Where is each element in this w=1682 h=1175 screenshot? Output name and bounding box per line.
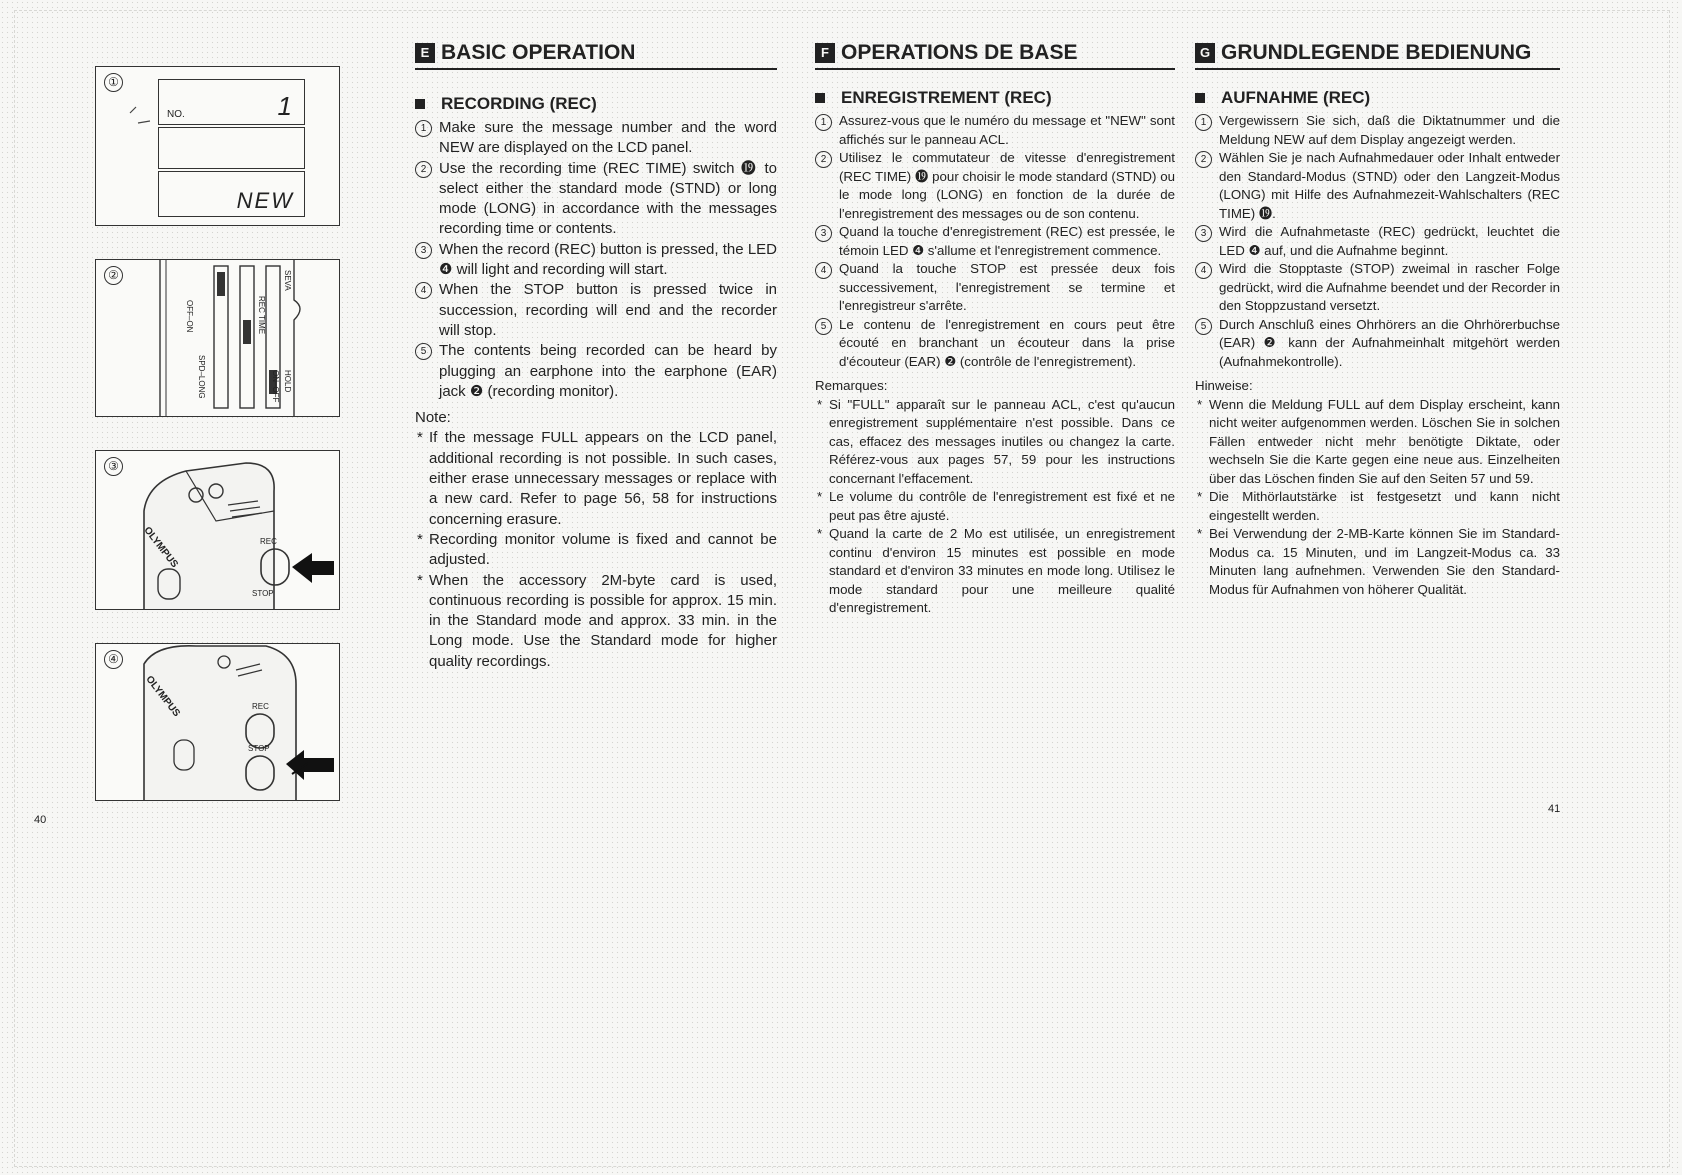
page-number-right: 41	[1548, 803, 1561, 815]
column-french	[815, 40, 1175, 618]
notes-label: Remarques:	[815, 378, 888, 393]
step-number: 1	[415, 120, 432, 137]
notes-list	[1195, 396, 1560, 600]
page-number-left: 40	[34, 814, 47, 826]
figure-number: ①	[104, 73, 123, 92]
lcd-no-value: 1	[277, 91, 294, 121]
step-number: 2	[415, 161, 432, 178]
note-item: * Quand la carte de 2 Mo est utilisée, un enregistrement continu d'environ 15 minutes est possible en mode standard et d'environ 33 minutes en mode long. Utilisez le mode standard pour une meilleure qualité d'enregistrement.	[815, 525, 1175, 618]
section-title: BASIC OPERATION	[441, 41, 636, 64]
section-title: OPERATIONS DE BASE	[841, 41, 1078, 64]
subsection-title: ENREGISTREMENT (REC)	[815, 86, 1175, 110]
switch-label-left: OFF–ON	[185, 300, 194, 333]
figure-number: ③	[104, 457, 123, 476]
figure-4-press-stop	[95, 643, 340, 801]
language-badge: G	[1195, 43, 1215, 63]
step-item: 1 Make sure the message number and the word NEW are displayed on the LCD panel.	[415, 118, 777, 159]
lcd-new-value: NEW	[236, 188, 294, 213]
step-item: 4 Quand la touche STOP est pressée deux fois successivement, l'enregistrement se termine et l'enregistreur s'arrête.	[815, 260, 1175, 316]
lcd-no-label: NO.	[167, 109, 185, 120]
lcd-row-middle	[158, 127, 305, 169]
note-item: * Si "FULL" apparaît sur le panneau ACL, c'est qu'aucun enregistrement supplémentaire n'est possible. Dans ce cas, effacez des messages inutiles ou changez la carte. Référez-vous aux pages 57, 59 pour les instructions concernant l'effacement.	[815, 396, 1175, 489]
square-bullet-icon	[415, 99, 425, 109]
notes-label: Hinweise:	[1195, 378, 1253, 393]
step-number: 1	[815, 114, 832, 131]
note-item: * If the message FULL appears on the LCD panel, additional recording is not possible. In such cases, either erase unnecessary messages or replace with a new card. Refer to page 56, 58 for instructions concerning erasure.	[415, 428, 777, 529]
switch-label-on-off: ON–OFF	[271, 370, 280, 403]
step-number: 5	[1195, 318, 1212, 335]
switch-label-hold: HOLD	[283, 370, 292, 393]
step-number: 4	[815, 262, 832, 279]
step-item: 2 Wählen Sie je nach Aufnahmedauer oder Inhalt entweder den Standard-Modus (STND) oder den Langzeit-Modus (LONG) mit Hilfe des Aufnahmezeit-Wahlschalters (REC TIME) ⓳.	[1195, 149, 1560, 223]
switch-panel-drawing	[96, 260, 339, 416]
figure-number: ④	[104, 650, 123, 669]
step-item: 4 Wird die Stopptaste (STOP) zweimal in rascher Folge gedrückt, wird die Aufnahme beendet und der Recorder in den Stoppzustand versetzt.	[1195, 260, 1560, 316]
switch-label-rec-time: REC TIME	[257, 296, 266, 335]
note-item: * Recording monitor volume is fixed and cannot be adjusted.	[415, 530, 777, 571]
step-number: 3	[815, 225, 832, 242]
recorder-stop-drawing	[96, 644, 339, 800]
notes-label: Note:	[415, 409, 451, 427]
square-bullet-icon	[815, 93, 825, 103]
note-item: * When the accessory 2M-byte card is used, continuous recording is possible for approx. 15 min. in the Standard mode and approx. 33 min. in the Long mode. Use the Standard mode for higher quality recordings.	[415, 571, 777, 672]
subsection-title: RECORDING (REC)	[415, 92, 777, 116]
step-item: 3 Quand la touche d'enregistrement (REC) est pressée, le témoin LED ❹ s'allume et l'enregistrement commence.	[815, 223, 1175, 260]
step-number: 1	[1195, 114, 1212, 131]
figure-3-press-rec	[95, 450, 340, 610]
lcd-row-new	[158, 171, 305, 217]
column-german	[1195, 40, 1560, 599]
lcd-row-number	[158, 79, 305, 125]
step-item: 2 Use the recording time (REC TIME) switch ⓳ to select either the standard mode (STND) or long mode (LONG) in accordance with the messages recording time or contents.	[415, 159, 777, 240]
step-number: 5	[815, 318, 832, 335]
section-header	[1195, 40, 1560, 70]
section-title: GRUNDLEGENDE BEDIENUNG	[1221, 41, 1532, 64]
notes-list	[415, 428, 777, 672]
step-number: 4	[1195, 262, 1212, 279]
recorder-brand-text: OLYMPUS	[143, 674, 182, 720]
rec-button-label: REC	[260, 537, 277, 546]
recorder-rec-drawing	[96, 451, 339, 609]
step-number: 2	[1195, 151, 1212, 168]
square-bullet-icon	[1195, 93, 1205, 103]
note-item: * Le volume du contrôle de l'enregistrement est fixé et ne peut pas être ajusté.	[815, 488, 1175, 525]
switch-label-left-2: SPD–LONG	[197, 355, 206, 399]
step-item: 3 When the record (REC) button is pressed, the LED ❹ will light and recording will start.	[415, 240, 777, 281]
step-item: 5 The contents being recorded can be heard by plugging an earphone into the earphone (EAR) jack ❷ (recording monitor).	[415, 341, 777, 402]
step-number: 4	[415, 282, 432, 299]
language-badge: F	[815, 43, 835, 63]
step-number: 5	[415, 343, 432, 360]
step-number: 2	[815, 151, 832, 168]
stop-button-label: STOP	[248, 744, 270, 753]
note-item: * Die Mithörlautstärke ist festgesetzt und kann nicht eingestellt werden.	[1195, 488, 1560, 525]
switch-label-seva: SEVA	[283, 270, 292, 291]
subsection-title: AUFNAHME (REC)	[1195, 86, 1560, 110]
figure-1-lcd	[95, 66, 340, 226]
step-item: 4 When the STOP button is pressed twice in succession, recording will end and the recorder will stop.	[415, 280, 777, 341]
stop-button-label: STOP	[252, 589, 274, 598]
figure-number: ②	[104, 266, 123, 285]
recorder-brand-text: OLYMPUS	[141, 525, 180, 571]
note-item: * Wenn die Meldung FULL auf dem Display erscheint, kann nicht weiter aufgenommen werden. Löschen Sie in solchen Fällen entweder nicht mehr benötigte Diktate, oder wechseln Sie die Karte gegen eine neue aus. Einzelheiten über das Löschen finden Sie auf den Seiten 57 und 59.	[1195, 396, 1560, 489]
notes-list	[815, 396, 1175, 618]
step-list	[1195, 112, 1560, 371]
column-english	[415, 40, 777, 672]
language-badge: E	[415, 43, 435, 63]
step-list	[415, 118, 777, 402]
rec-button-label: REC	[252, 702, 269, 711]
step-number: 3	[415, 242, 432, 259]
section-header	[415, 40, 777, 70]
step-item: 5 Le contenu de l'enregistrement en cours peut être écouté en branchant un écouteur dans la prise d'écouteur (EAR) ❷ (contrôle de l'enregistrement).	[815, 316, 1175, 372]
step-item: 3 Wird die Aufnahmetaste (REC) gedrückt, leuchtet die LED ❹ auf, und die Aufnahme beginnt.	[1195, 223, 1560, 260]
step-list	[815, 112, 1175, 371]
step-number: 3	[1195, 225, 1212, 242]
figure-2-switches	[95, 259, 340, 417]
step-item: 5 Durch Anschluß eines Ohrhörers an die Ohrhörerbuchse (EAR) ❷ kann der Aufnahmeinhalt mitgehört werden (Aufnahmekontrolle).	[1195, 316, 1560, 372]
section-header	[815, 40, 1175, 70]
step-item: 2 Utilisez le commutateur de vitesse d'enregistrement (REC TIME) ⓳ pour choisir le mode standard (STND) ou le mode long (LONG) en fonction de la durée de l'enregistrement des messages ou de son contenu.	[815, 149, 1175, 223]
note-item: * Bei Verwendung der 2-MB-Karte können Sie im Standard-Modus ca. 15 Minuten, und im Langzeit-Modus ca. 33 Minuten lang aufnehmen. Verwenden Sie den Standard-Modus für Aufnahmen von höherer Qualität.	[1195, 525, 1560, 599]
step-item: 1 Vergewissern Sie sich, daß die Diktatnummer und die Meldung NEW auf dem Display angezeigt werden.	[1195, 112, 1560, 149]
step-item: 1 Assurez-vous que le numéro du message et "NEW" sont affichés sur le panneau ACL.	[815, 112, 1175, 149]
